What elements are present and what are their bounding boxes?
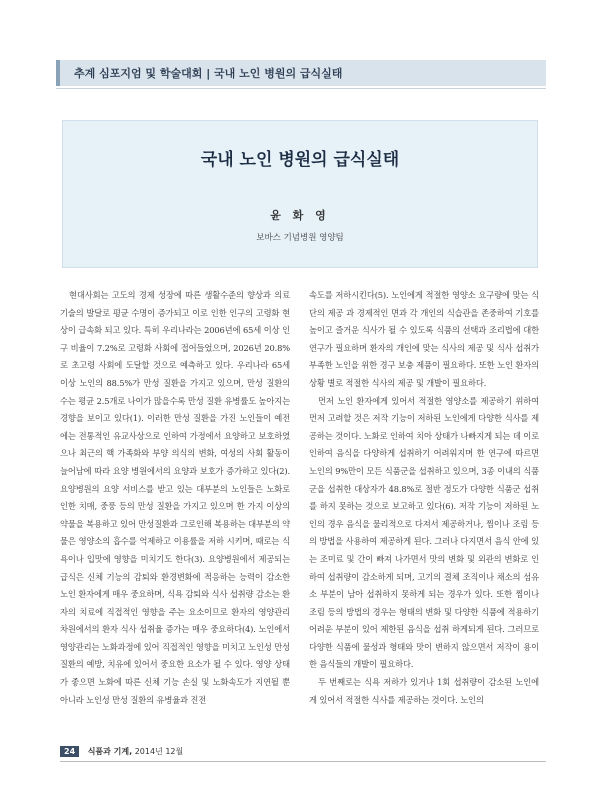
author-affiliation: 보바스 기념병원 영양팀 (256, 233, 344, 243)
running-header (56, 60, 546, 86)
body-paragraph: 속도를 저하시킨다(5). 노인에게 적절한 영양소 요구량에 맞는 식단의 제공 과 경제적인 면과 각 개인의 식습관을 존중하여 기호를 높이고 즐거운 식사가 될 수 있도록 식품의 선택과 조리법에 대한 연구가 필요하며 환자의 개인에 맞는 식사의 제공 및 식사 섭취가 부족한 노인을 위한 경구 보충 제품이 필요하다. 또한 노인 환자의 상황 별로 적절한 식사의 제공 및 개발이 필요하다. (309, 290, 539, 388)
page-footer (60, 746, 183, 760)
article-author: 윤 화 영 (270, 209, 330, 222)
body-column-left (60, 287, 290, 709)
issue-date: 2014년 12월 (134, 747, 184, 756)
footer-divider (60, 761, 546, 762)
body-paragraph: 현대사회는 고도의 경제 성장에 따른 생활수준의 향상과 의료 기술의 발달로 평균 수명이 증가되고 이로 인한 인구의 고령화 현상이 급속화 되고 있다. 특히 우리나라는 2006년에 65세 이상 인구 비율이 7.2%로 고령화 사회에 접어들었으며, 2026년 20.8%로 초고령 사회에 도달할 것으로 예측하고 있다. 우리나라 65세 이상 노인의 88.5%가 만성 질환을 가지고 있으며, 만성 질환의 수는 평균 2.5개로 나이가 많을수록 만성 질환 유병률도 높아지는 경향을 보이고 있다(1). 이러한 만성 질환을 가진 노인들이 예전에는 전통적인 유교사상으로 인하여 가정에서 요양하고 보호하였으나 최근의 핵 가족화와 부양 의식의 변화, 여성의 사회 활동이 늘어남에 따라 요양 병원에서의 요양과 보호가 증가하고 있다(2). 요양병원의 요양 서비스를 받고 있는 대부분의 노인들은 노화로 인한 치매, 중풍 등의 만성 질환을 가지고 있으며 한 가지 이상의 약물을 복용하고 있어 만성질환과 그로인해 복용하는 대부분의 약물은 영양소의 흡수를 억제하고 이용률을 저하 시키며, 때로는 식욕이나 입맛에 영향을 미치기도 한다(3). 요양병원에서 제공되는 급식은 신체 기능의 감퇴와 환경변화에 적응하는 능력이 감소한 노인 환자에게 매우 중요하며, 식욕 감퇴와 식사 섭취량 감소는 환자의 치료에 직접적인 영향을 주는 요소이므로 환자의 영양관리 차원에서의 환자 식사 섭취율 증가는 매우 중요하다(4). 노인에서 영양관리는 노화과정에 있어 직접적인 영향을 미치고 노인성 만성 질환의 예방, 치유에 있어서 중요한 요소가 될 수 있다. 영양 상태가 좋으면 노화에 따른 신체 기능 손실 및 노화속도가 지연될 뿐 아니라 노인성 만성 질환의 유병율과 진전 (60, 290, 290, 705)
article-title: 국내 노인 병원의 급식실태 (200, 150, 400, 170)
magazine-name: 식품과 기계, (87, 747, 133, 756)
running-title: 추계 심포지엄 및 학술대회 | 국내 노인 병원의 급식실태 (74, 67, 343, 80)
page-number: 24 (60, 746, 79, 757)
title-box (62, 120, 538, 268)
body-paragraph: 먼저 노인 환자에게 있어서 적절한 영양소를 제공하기 위하여 먼저 고려할 것은 저작 기능이 저하된 노인에게 다양한 식사를 제공하는 것이다. 노화로 인하여 치아 상태가 나빠지게 되는 데 이로 인하여 음식을 다양하게 섭취하기 어려워지며 한 연구에 따르면 노인의 9%만이 모든 식품군을 섭취하고 있으며, 3종 이내의 식품군을 섭취한 대상자가 48.8%로 절반 정도가 다양한 식품군 섭취를 하지 못하는 것으로 보고하고 있다(6). 저작 기능이 저하된 노인의 경우 음식을 물리적으로 다져서 제공하거나, 찜이나 조림 등의 방법을 사용하여 제공하게 된다. 그러나 다지면서 음식 안에 있는 조미료 및 간이 빠져 나가면서 맛의 변화 및 외관의 변화로 인하여 섭취량이 감소하게 되며, 고기의 결체 조직이나 채소의 섬유소 부분이 남아 섭취하지 못하게 되는 경우가 있다. 또한 찜이나 조림 등의 방법의 경우는 형태의 변화 및 다양한 식품에 적용하기 어려운 부분이 있어 제한된 음식을 섭취 하게되게 된다. 그러므로 다양한 식품에 물성과 형태와 맛이 변하지 않으면서 저작이 용이한 음식들의 개발이 필요하다. (309, 395, 539, 670)
body-column-right (309, 287, 539, 709)
header-divider (56, 88, 546, 89)
body-paragraph: 두 번째로는 식욕 저하가 있거나 1회 섭취량이 감소된 노인에게 있어서 적절한 식사를 제공하는 것이다. 노인의 (309, 677, 539, 705)
